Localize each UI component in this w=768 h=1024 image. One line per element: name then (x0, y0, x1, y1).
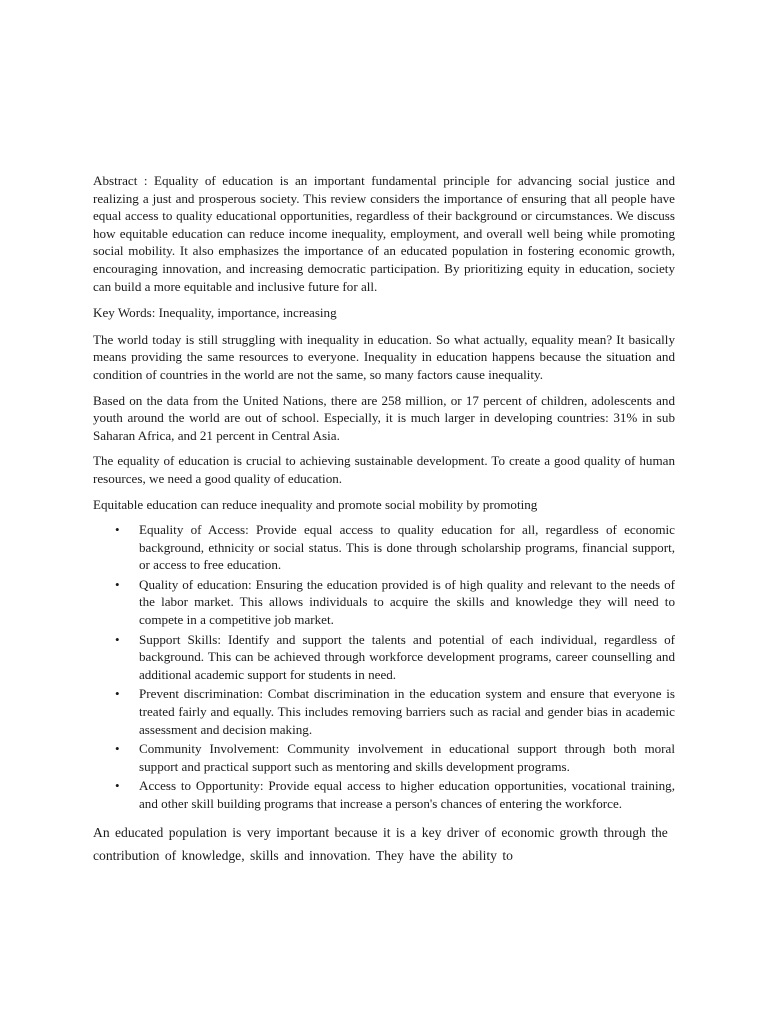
bullet-icon: • (115, 741, 120, 757)
bullet-icon: • (115, 631, 120, 647)
list-item (93, 576, 675, 629)
list-intro: Equitable education can reduce inequality and promote social mobility by promoting (93, 496, 538, 512)
list-item-text: Community Involvement: Community involvement in educational support through both moral support and practical support such as mentoring and skills development programs. (139, 741, 675, 774)
list-item (93, 777, 675, 812)
bullet-icon: • (115, 576, 120, 592)
list-item (93, 631, 675, 684)
list-item-text: Equality of Access: Provide equal access to quality education for all, regardless of economic background, ethnicity or social status. This is done through scholarship programs, financial support, or access to free education. (139, 522, 675, 573)
abstract-paragraph: Abstract : Equality of education is an important fundamental principle for advancing social justice and realizing a just and prosperous society. This review considers the importance of ensuring that all people have equal access to quality educational opportunities, regardless of their background or circumstances. We discuss how equitable education can reduce income inequality, employment, and overall well being while promoting social mobility. It also emphasizes the importance of an educated population in fostering economic growth, encouraging innovation, and increasing democratic participation. By prioritizing equity in education, society can build a more equitable and inclusive future for all. (93, 173, 675, 294)
body-paragraph-3: The equality of education is crucial to achieving sustainable development. To create a good quality of human resources, we need a good quality of education. (93, 453, 675, 486)
keywords-line: Key Words: Inequality, importance, increasing (93, 305, 337, 321)
bullet-icon: • (115, 686, 120, 702)
body-paragraph-2: Based on the data from the United Nations, there are 258 million, or 17 percent of children, adolescents and youth around the world are out of school. Especially, it is much larger in developing countries: 31% in sub Saharan Africa, and 21 percent in Central Asia. (93, 392, 675, 443)
bullet-icon: • (115, 522, 120, 538)
list-item (93, 685, 675, 738)
list-item (93, 521, 675, 574)
list-item-text: Support Skills: Identify and support the talents and potential of each individual, regardless of background. This can be achieved through workforce development programs, career counselling and additional academic support for students in need. (139, 631, 675, 682)
bullet-icon: • (115, 778, 120, 794)
list-item-text: Prevent discrimination: Combat discrimination in the education system and ensure that everyone is treated fairly and equally. This includes removing barriers such as racial and gender bias in academic assessment and decision making. (139, 686, 675, 737)
body-paragraph-1: The world today is still struggling with inequality in education. So what actually, equality mean? It basically means providing the same resources to everyone. Inequality in education happens because the situation and condition of countries in the world are not the same, so many factors cause inequality. (93, 331, 675, 382)
document-page (93, 172, 675, 867)
closing-paragraph: An educated population is very important because it is a key driver of economic growth through the contribution of knowledge, skills and innovation. They have the ability to (93, 824, 668, 863)
list-item (93, 740, 675, 775)
list-item-text: Access to Opportunity: Provide equal access to higher education opportunities, vocational training, and other skill building programs that increase a person's chances of entering the workforce. (139, 778, 675, 811)
bullet-list (93, 521, 675, 813)
list-item-text: Quality of education: Ensuring the education provided is of high quality and relevant to the needs of the labor market. This allows individuals to acquire the skills and knowledge they will need to compete in a competitive job market. (139, 576, 675, 628)
